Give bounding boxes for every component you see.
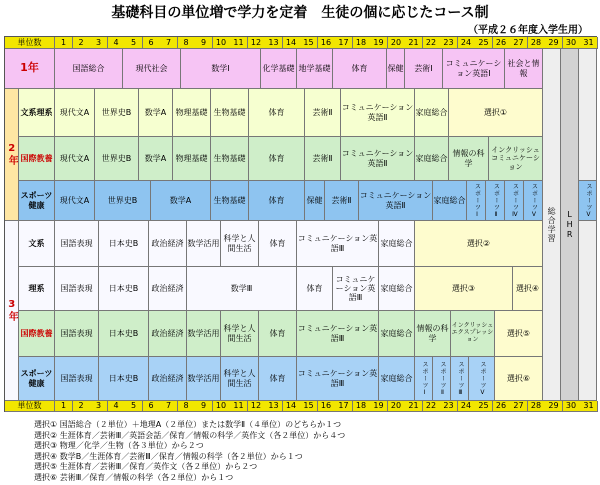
footer-unit-number-18: 18 — [353, 401, 371, 412]
footer-unit-number-6: 6 — [143, 401, 161, 412]
g3r-sentaku3: 選択③ — [415, 267, 513, 311]
g2b-suA: 数学A — [139, 89, 173, 137]
g2s-sports5: スポーツⅤ — [524, 181, 543, 221]
footer-unit-number-5: 5 — [125, 401, 143, 412]
g1-hoken: 保健 — [387, 49, 405, 89]
g2b-gendai: 現代文A — [55, 89, 95, 137]
footer-unit-number-30: 30 — [563, 401, 581, 412]
g3r-seiji: 政治経済 — [149, 267, 187, 311]
g3s-kokugo: 国語表現 — [55, 357, 99, 401]
g3s-sugaku: 数学活用 — [187, 357, 221, 401]
g3s-sports1: スポーツⅠ — [415, 357, 433, 401]
g3s-katei: 家庭総合 — [379, 357, 415, 401]
g3s-taiiku: 体育 — [259, 357, 297, 401]
unit-number-7: 7 — [160, 37, 178, 49]
footer-unit-number-8: 8 — [178, 401, 196, 412]
footer-unit-number-26: 26 — [493, 401, 511, 412]
g3s-seiji: 政治経済 — [149, 357, 187, 401]
note-6: 選択⑥ 芸術Ⅲ／保育／情報の科学（各２単位）から１つ — [34, 472, 234, 482]
g3k-english-expr: インクリッシュエクスプレッション — [451, 311, 495, 357]
footer-unit-number-27: 27 — [510, 401, 528, 412]
g2s-seibutsu: 生物基礎 — [211, 181, 249, 221]
g3s-sentaku6: 選択⑥ — [495, 357, 543, 401]
g3-course-koku: 国際教養 — [19, 311, 55, 357]
g2s-hoken: 保健 — [305, 181, 325, 221]
g1-eigo: コミュニケーション英語Ⅰ — [443, 49, 505, 89]
g3k-seiji: 政治経済 — [149, 311, 187, 357]
footer-unit-number-3: 3 — [90, 401, 108, 412]
unit-number-23: 23 — [440, 37, 458, 49]
footer-unit-number-11: 11 — [230, 401, 248, 412]
g2s-sports4: スポーツⅣ — [505, 181, 524, 221]
unit-number-18: 18 — [353, 37, 371, 49]
g2k-eigo: コミュニケーション英語Ⅱ — [341, 137, 415, 181]
g1-kagaku: 化学基礎 — [261, 49, 297, 89]
g2s-katei: 家庭総合 — [433, 181, 467, 221]
g2b-butsuri: 物理基礎 — [173, 89, 211, 137]
g2k-english-comm: インクリッシュコミュニケーション — [489, 137, 543, 181]
g2s-taiiku: 体育 — [249, 181, 305, 221]
g1-chigaku: 地学基礎 — [297, 49, 333, 89]
footer-unit-number-1: 1 — [55, 401, 73, 412]
g3k-katei: 家庭総合 — [379, 311, 415, 357]
footer-unit-number-15: 15 — [300, 401, 318, 412]
g2b-sekai: 世界史B — [95, 89, 139, 137]
unit-number-29: 29 — [545, 37, 563, 49]
footer-unit-number-29: 29 — [545, 401, 563, 412]
unit-number-17: 17 — [335, 37, 353, 49]
grade1-label: 1年 — [5, 49, 55, 89]
g3b-sugaku: 数学活用 — [187, 221, 221, 267]
g3b-katei: 家庭総合 — [379, 221, 415, 267]
col31-blank-bottom — [579, 221, 597, 401]
unit-number-10: 10 — [213, 37, 231, 49]
g3r-taiiku: 体育 — [297, 267, 333, 311]
g2s-gendai: 現代文A — [55, 181, 95, 221]
footer-unit-number-19: 19 — [370, 401, 388, 412]
g2k-gendai: 現代文A — [55, 137, 95, 181]
header-label: 単位数 — [5, 37, 55, 49]
unit-number-4: 4 — [108, 37, 126, 49]
g2s-sports2: スポーツⅡ — [486, 181, 505, 221]
unit-number-25: 25 — [475, 37, 493, 49]
unit-number-20: 20 — [388, 37, 406, 49]
g2b-seibutsu: 生物基礎 — [211, 89, 249, 137]
unit-number-8: 8 — [178, 37, 196, 49]
g2k-seibutsu: 生物基礎 — [211, 137, 249, 181]
g3s-kagaku: 科学と人間生活 — [221, 357, 259, 401]
unit-number-2: 2 — [73, 37, 91, 49]
g3k-sentaku5: 選択⑤ — [495, 311, 543, 357]
unit-number-5: 5 — [125, 37, 143, 49]
lhr: LHR — [561, 49, 579, 401]
g2s-sekai: 世界史B — [95, 181, 151, 221]
footer-unit-number-13: 13 — [265, 401, 283, 412]
footer-unit-number-14: 14 — [283, 401, 301, 412]
g1-taiiku: 体育 — [333, 49, 387, 89]
g3s-eigo: コミュニケーション英語Ⅲ — [297, 357, 379, 401]
g2k-katei: 家庭総合 — [415, 137, 449, 181]
g3r-kokugo: 国語表現 — [55, 267, 99, 311]
footer-unit-number-23: 23 — [440, 401, 458, 412]
g3s-sports3: スポーツⅢ — [451, 357, 469, 401]
g3-course-bun: 文系 — [19, 221, 55, 267]
note-5: 選択⑤ 生涯体育／芸術Ⅲ／保育／英作文（各２単位）から２つ — [34, 462, 258, 471]
footer-unit-number-16: 16 — [318, 401, 336, 412]
g2-course-sp: スポーツ健康 — [19, 181, 55, 221]
footer-unit-number-28: 28 — [528, 401, 546, 412]
footer-unit-number-31: 31 — [580, 401, 598, 412]
footer-unit-number-25: 25 — [475, 401, 493, 412]
g3b-seiji: 政治経済 — [149, 221, 187, 267]
g2k-geijutsu: 芸術Ⅱ — [305, 137, 341, 181]
g2s-sports1: スポーツⅠ — [467, 181, 486, 221]
g2k-suA: 数学A — [139, 137, 173, 181]
footer-unit-number-17: 17 — [335, 401, 353, 412]
curriculum-table — [4, 36, 597, 412]
unit-number-3: 3 — [90, 37, 108, 49]
g3r-su3: 数学Ⅲ — [187, 267, 297, 311]
unit-number-14: 14 — [283, 37, 301, 49]
g3r-eigo: コミュニケーション英語Ⅲ — [333, 267, 379, 311]
unit-number-24: 24 — [458, 37, 476, 49]
g2b-katei: 家庭総合 — [415, 89, 449, 137]
g2s-eigo: コミュニケーション英語Ⅱ — [359, 181, 433, 221]
unit-number-9: 9 — [195, 37, 213, 49]
unit-number-22: 22 — [423, 37, 441, 49]
grade2-label: 2年 — [5, 89, 19, 221]
g3r-sentaku4: 選択④ — [513, 267, 543, 311]
footer-unit-number-7: 7 — [160, 401, 178, 412]
g2k-taiiku: 体育 — [249, 137, 305, 181]
g3-course-ri: 理系 — [19, 267, 55, 311]
unit-number-12: 12 — [248, 37, 266, 49]
g1-sugaku: 数学Ⅰ — [181, 49, 261, 89]
note-3: 選択③ 物理／化学／生物（各３単位）から２つ — [34, 441, 204, 450]
grade3-label: 3年 — [5, 221, 19, 401]
g2k-sekai: 世界史B — [95, 137, 139, 181]
g3s-nihonshi: 日本史B — [99, 357, 149, 401]
page-title: 基礎科目の単位増で学力を定着 生徒の個に応じたコース制 — [111, 5, 489, 21]
g2s-geijutsu: 芸術Ⅱ — [325, 181, 359, 221]
footer-unit-number-10: 10 — [213, 401, 231, 412]
note-2: 選択② 生涯体育／芸術Ⅲ／英語会話／保育／情報の科学／英作文（各２単位）から４つ — [34, 430, 346, 440]
g3k-kagaku: 科学と人間生活 — [221, 311, 259, 357]
footer-label: 単位数 — [5, 401, 55, 412]
g3b-nihonshi: 日本史B — [99, 221, 149, 267]
g2b-taiiku: 体育 — [249, 89, 305, 137]
g3s-sports5: スポーツⅤ — [469, 357, 495, 401]
footer-unit-number-21: 21 — [405, 401, 423, 412]
unit-number-16: 16 — [318, 37, 336, 49]
g3s-sports2: スポーツⅡ — [433, 357, 451, 401]
footer-unit-number-12: 12 — [248, 401, 266, 412]
g3b-kagaku: 科学と人間生活 — [221, 221, 259, 267]
g1-joho: 社会と情報 — [505, 49, 543, 89]
page-subtitle: （平成２６年度入学生用） — [468, 25, 588, 36]
unit-number-28: 28 — [528, 37, 546, 49]
g3k-kokugo: 国語表現 — [55, 311, 99, 357]
g3b-taiiku: 体育 — [259, 221, 297, 267]
g2b-eigo: コミュニケーション英語Ⅱ — [341, 89, 415, 137]
sogo-gakushu: 総合学習 — [543, 49, 561, 401]
unit-number-27: 27 — [510, 37, 528, 49]
unit-number-26: 26 — [493, 37, 511, 49]
unit-number-30: 30 — [563, 37, 581, 49]
g3-course-sp: スポーツ健康 — [19, 357, 55, 401]
unit-number-11: 11 — [230, 37, 248, 49]
footer-unit-number-20: 20 — [388, 401, 406, 412]
g3r-nihonshi: 日本史B — [99, 267, 149, 311]
g3b-eigo: コミュニケーション英語Ⅲ — [297, 221, 379, 267]
unit-number-19: 19 — [370, 37, 388, 49]
footer-unit-number-9: 9 — [195, 401, 213, 412]
g3k-joho: 情報の科学 — [415, 311, 451, 357]
g3k-taiiku: 体育 — [259, 311, 297, 357]
g2b-geijutsu: 芸術Ⅱ — [305, 89, 341, 137]
footer-unit-number-2: 2 — [73, 401, 91, 412]
g2k-butsuri: 物理基礎 — [173, 137, 211, 181]
col31-blank-top — [579, 49, 597, 181]
footer-unit-number-4: 4 — [108, 401, 126, 412]
unit-number-1: 1 — [55, 37, 73, 49]
unit-number-13: 13 — [265, 37, 283, 49]
unit-number-15: 15 — [300, 37, 318, 49]
footer-unit-number-24: 24 — [458, 401, 476, 412]
note-4: 選択④ 数学B／生涯体育／芸術Ⅲ／保育／情報の科学（各２単位）から１つ — [34, 451, 303, 461]
g3k-nihonshi: 日本史B — [99, 311, 149, 357]
g2-course-koku: 国際教養 — [19, 137, 55, 181]
note-1: 選択① 国語総合（２単位）＋地理A（２単位）または数学Ⅱ（４単位）のどちらか１つ — [34, 420, 342, 429]
footer-unit-number-22: 22 — [423, 401, 441, 412]
g1-kokugo: 国語総合 — [55, 49, 123, 89]
unit-number-31: 31 — [580, 37, 598, 49]
selection-notes — [34, 420, 345, 483]
unit-number-6: 6 — [143, 37, 161, 49]
g3b-sentaku2: 選択② — [415, 221, 543, 267]
g3b-kokugo: 国語表現 — [55, 221, 99, 267]
g2-course-bun: 文系理系 — [19, 89, 55, 137]
g2s-sports5-col31: スポーツⅤ — [579, 181, 597, 221]
g3k-eigo: コミュニケーション英語Ⅲ — [297, 311, 379, 357]
unit-number-21: 21 — [405, 37, 423, 49]
g2s-suA: 数学A — [151, 181, 211, 221]
g3r-katei: 家庭総合 — [379, 267, 415, 311]
g2k-joho: 情報の科学 — [449, 137, 489, 181]
g3k-sugaku: 数学活用 — [187, 311, 221, 357]
g1-gendai: 現代社会 — [123, 49, 181, 89]
g2b-sentaku1: 選択① — [449, 89, 543, 137]
g1-geijutsu: 芸術Ⅰ — [405, 49, 443, 89]
